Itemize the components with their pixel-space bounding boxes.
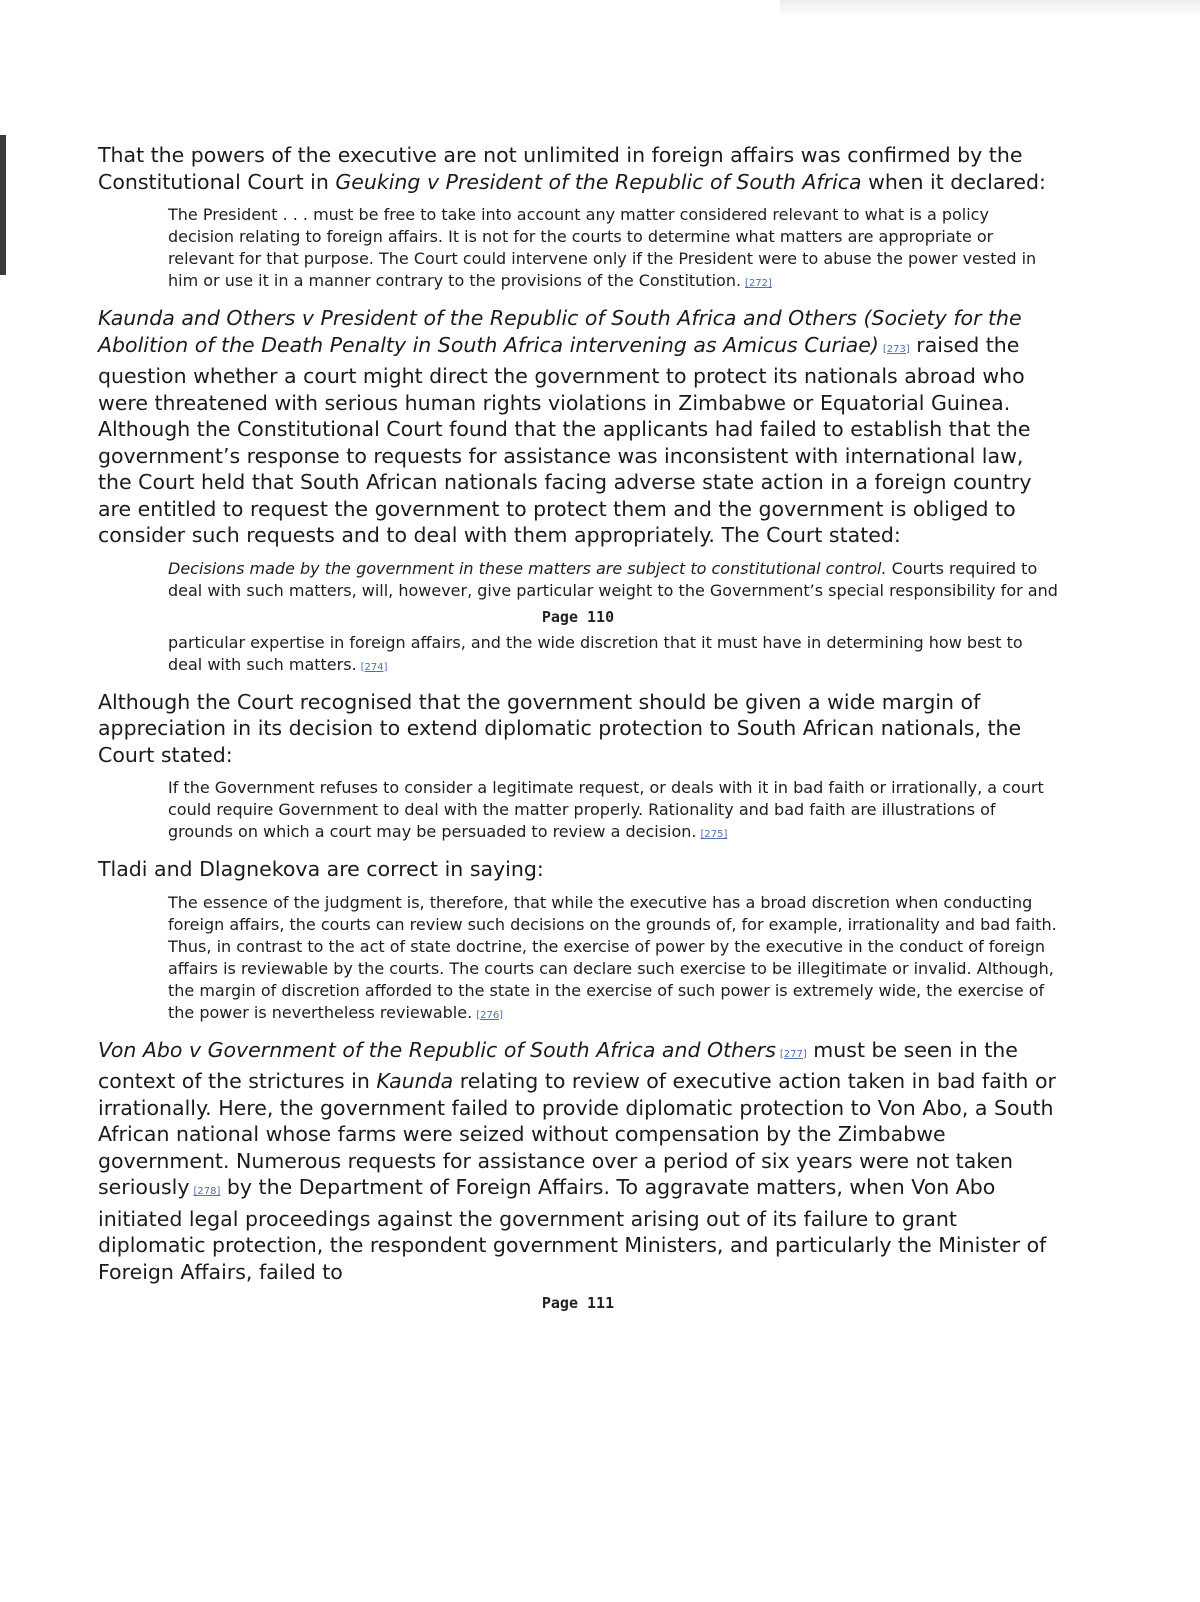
document-page <box>98 142 1058 1318</box>
page-number-111: Page 111 <box>541 1294 615 1312</box>
paragraph-tladi <box>98 856 1058 883</box>
paragraph-text: Tladi and Dlagnekova are correct in saying: <box>98 857 544 881</box>
paragraph-text: by the Department of Foreign Affairs. To aggravate matters, when Von Abo initiated legal proceedings against the government arising out of its failure to grant diplomatic protection, the respondent government Ministers, and particularly the Minister of Foreign Affairs, failed to <box>98 1175 1047 1284</box>
quote-italic-text: Decisions made by the government in these matters are subject to constitutional control. <box>168 558 887 578</box>
scan-top-shadow <box>780 0 1200 18</box>
paragraph-text: Although the Court recognised that the government should be given a wide margin of appreciation in its decision to extend diplomatic protection to South African nationals, the Court stated: <box>98 689 1022 767</box>
footnote-link-275[interactable]: [275] <box>700 829 728 840</box>
blockquote-rationality <box>168 777 1058 846</box>
paragraph-margin-of-appreciation <box>98 689 1058 769</box>
paragraph-von-abo <box>98 1037 1058 1286</box>
scan-edge-shadow <box>0 135 6 275</box>
blockquote-geuking <box>168 204 1058 295</box>
footnote-link-273[interactable]: [273] <box>882 343 910 355</box>
footnote-link-278[interactable]: [278] <box>193 1186 221 1197</box>
paragraph-text: relating to review of executive action taken in bad faith or irrationally. Here, the government failed to provide diplomatic protection to Von Abo, a South African national whose farms were seized without compensation by the Zimbabwe government. Numerous requests for assistance over a period of six years were not taken seriously <box>98 1069 1056 1199</box>
paragraph-text: when it declared: <box>861 169 1046 194</box>
paragraph-kaunda <box>98 305 1058 549</box>
footnote-link-272[interactable]: [272] <box>745 278 772 289</box>
paragraph-geuking <box>98 142 1058 195</box>
footnote-link-277[interactable]: [277] <box>779 1048 807 1060</box>
case-name-geuking: Geuking v President of the Republic of South Africa <box>335 169 862 194</box>
case-name-kaunda: Kaunda and Others v President of the Republic of South Africa and Others (Society for the Abolition of the Death Penalty in South Africa intervening as Amicus Curiae) <box>98 306 1022 357</box>
footnote-link-274[interactable]: [274] <box>360 661 388 673</box>
blockquote-tladi <box>168 892 1058 1027</box>
paragraph-text: That the powers of the executive are not unlimited in foreign affairs was confirmed by the Constitutional Court in <box>98 143 1023 194</box>
case-name-kaunda-short: Kaunda <box>376 1069 454 1093</box>
quote-text: particular expertise in foreign affairs, and the wide discretion that it must have in determining how best to deal with such matters. <box>168 632 1023 674</box>
quote-text: Courts required to deal with such matters, will, however, give particular weight to the Government’s special responsibility for and <box>168 558 1058 600</box>
blockquote-kaunda-continued <box>168 632 1058 679</box>
case-name-von-abo: Von Abo v Government of the Republic of South Africa and Others <box>98 1037 776 1062</box>
page-number-110: Page 110 <box>541 607 615 626</box>
paragraph-text: raised the question whether a court might direct the government to protect its nationals abroad who were threatened with serious human rights violations in Zimbabwe or Equatorial Guinea. Although the Constitutional Court found that the applicants had failed to establish that the government’s response to requests for assistance was inconsistent with international law, the Court held that South African nationals facing adverse state action in a foreign country are entitled to request the government to protect them and the government is obliged to consider such requests and to deal with them appropriately. The Court stated: <box>98 332 1032 547</box>
blockquote-kaunda <box>168 558 1058 602</box>
footnote-link-276[interactable]: [276] <box>476 1009 504 1021</box>
quote-text: The President . . . must be free to take into account any matter considered relevant to what is a policy decision relating to foreign affairs. It is not for the courts to determine what matters are appropriate or relevant for that purpose. The Court could intervene only if the President were to abuse the power vested in him or use it in a manner contrary to the provisions of the Constitution. <box>168 205 1037 290</box>
quote-text: The essence of the judgment is, therefore, that while the executive has a broad discretion when conducting foreign affairs, the courts can review such decisions on the grounds of, for example, irrationality and bad faith. Thus, in contrast to the act of state doctrine, the exercise of power by the executive in the conduct of foreign affairs is reviewable by the courts. The courts can declare such exercise to be illegitimate or invalid. Although, the margin of discretion afforded to the state in the exercise of such power is extremely wide, the exercise of the power is nevertheless reviewable. <box>168 892 1057 1022</box>
quote-text: If the Government refuses to consider a legitimate request, or deals with it in bad faith or irrationally, a court could require Government to deal with the matter properly. Rationality and bad faith are illustrations of grounds on which a court may be persuaded to review a decision. <box>168 778 1044 841</box>
paragraph-text: must be seen in the context of the strictures in <box>98 1037 1018 1093</box>
